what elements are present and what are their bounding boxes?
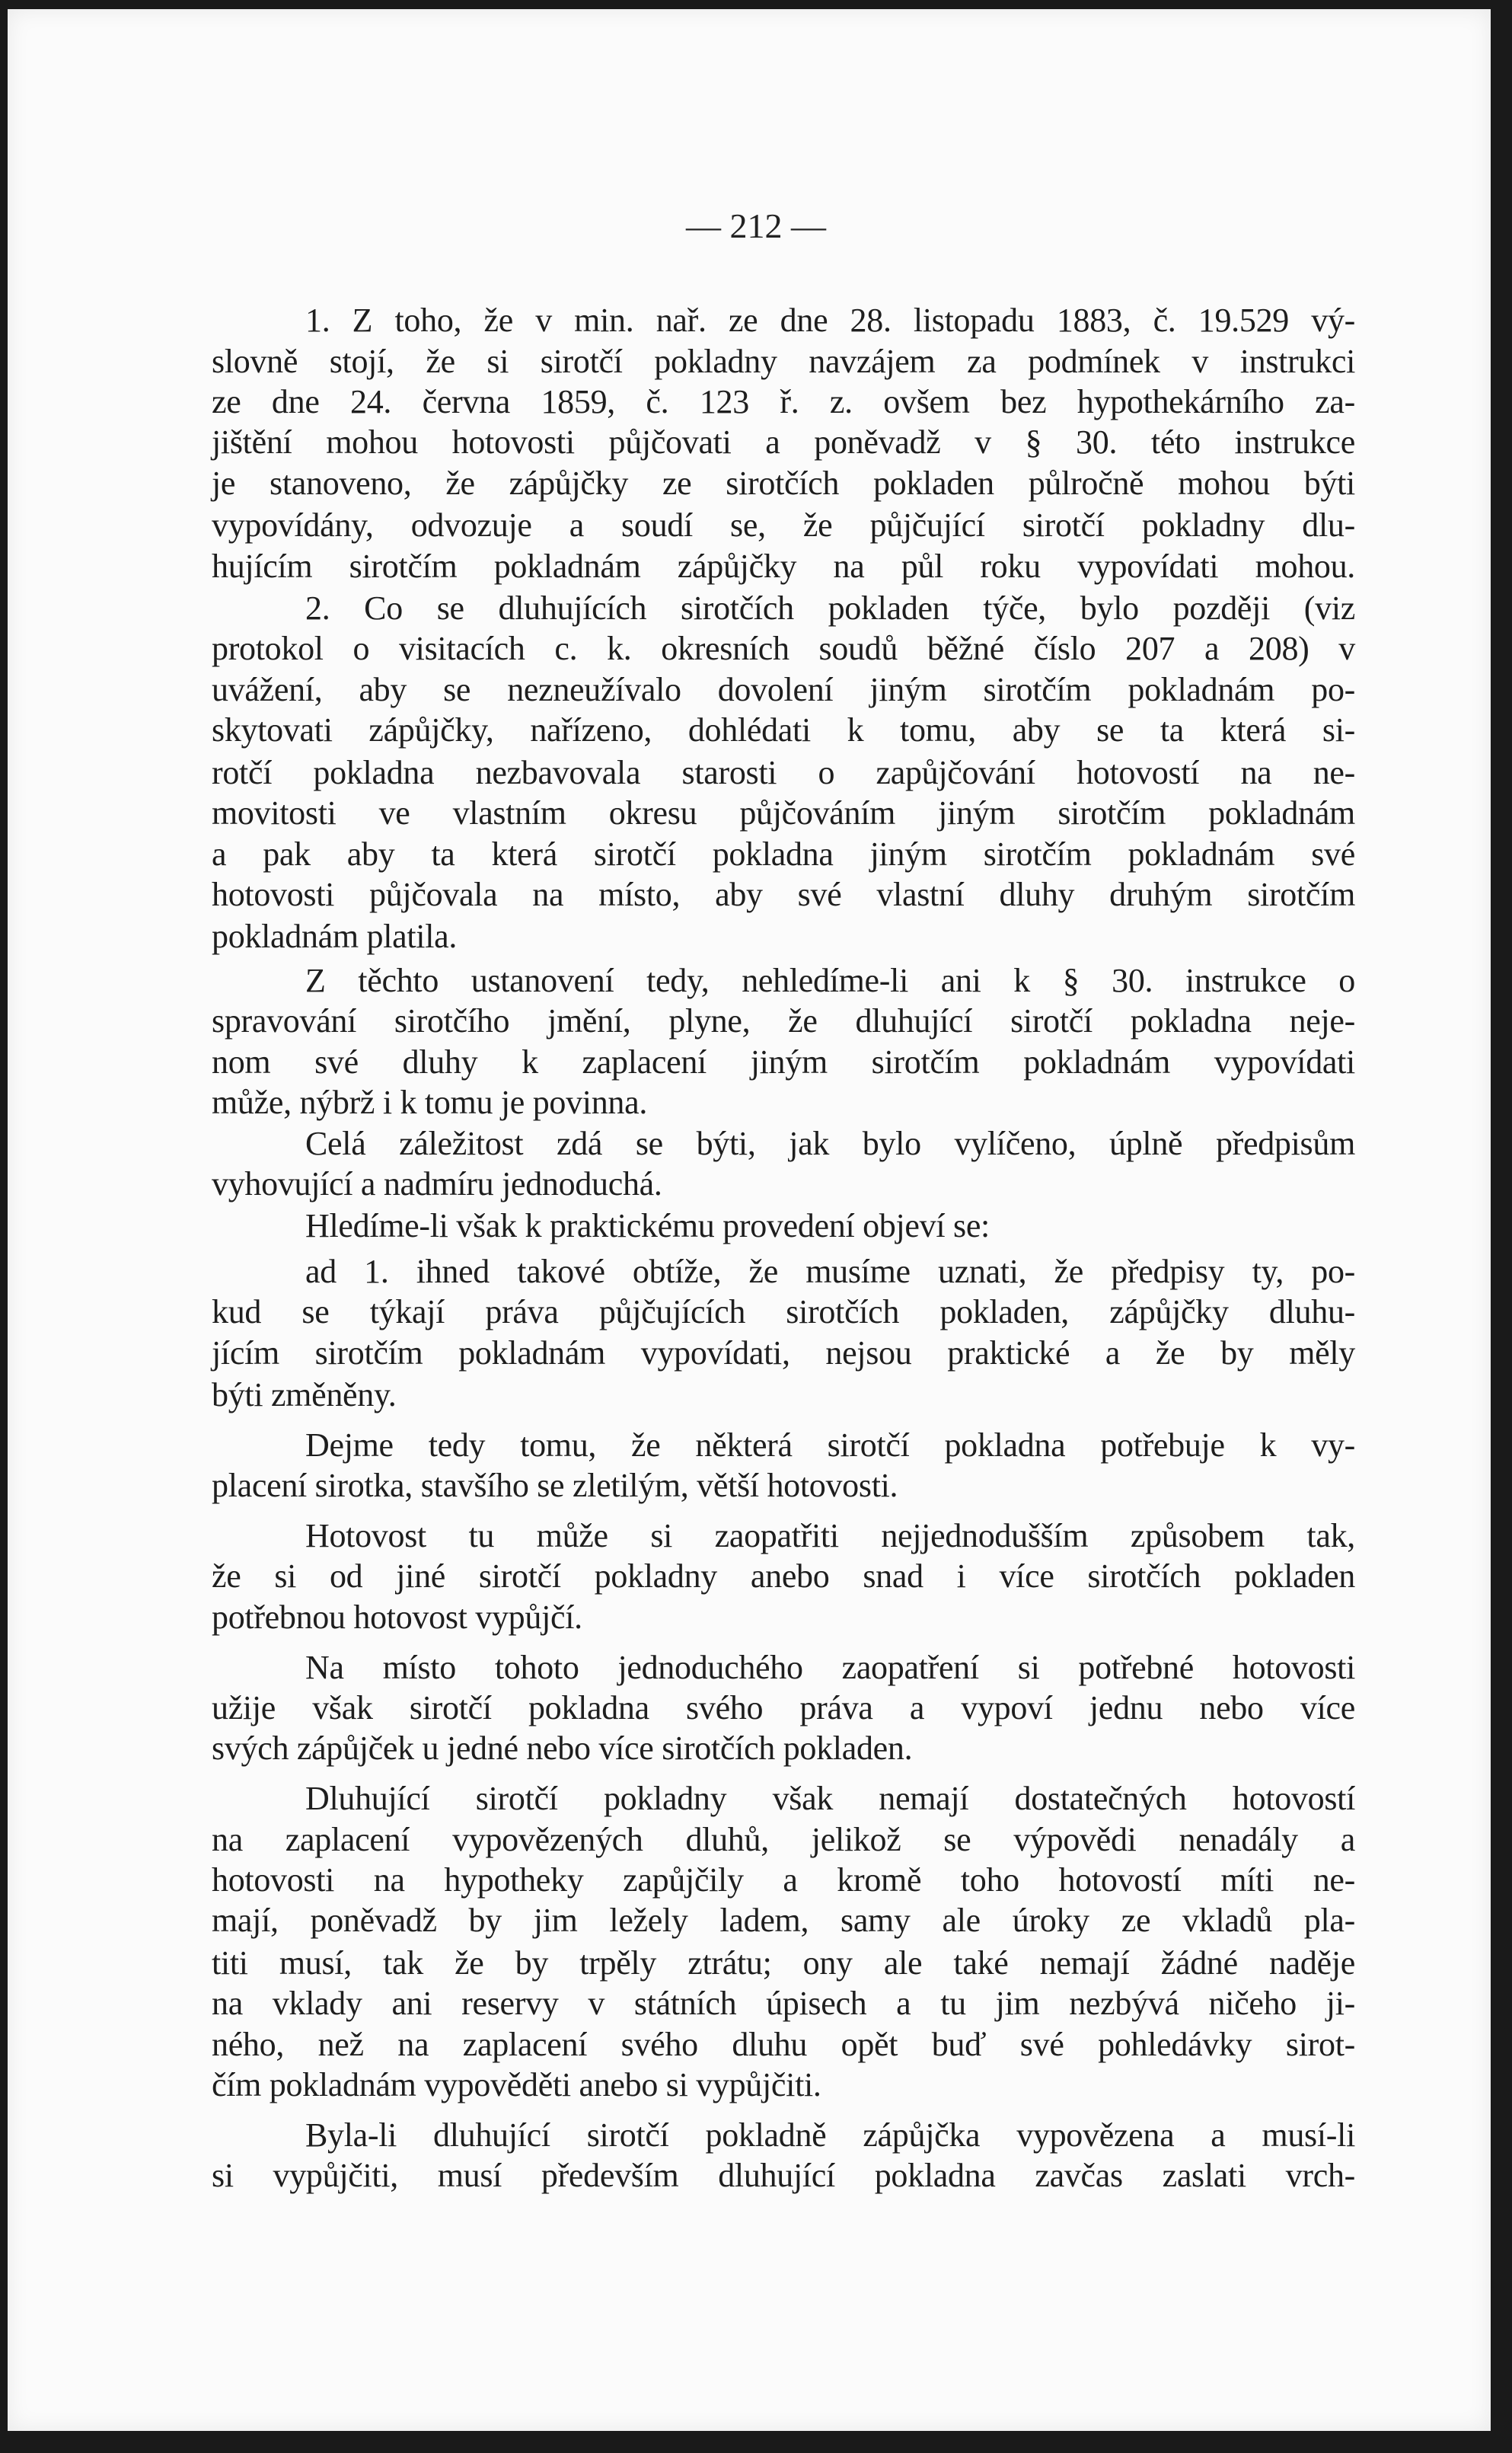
text-line: Byla-li dluhující sirotčí pokladně zápůjčka vypovězena a musí-li <box>305 2116 1355 2154</box>
text-line: hotovosti na hypotheky zapůjčily a kromě toho hotovostí míti ne- <box>212 1861 1355 1899</box>
text-line: Dluhující sirotčí pokladny však nemají dostatečných hotovostí <box>305 1780 1355 1817</box>
text-line: protokol o visitacích c. k. okresních soudů běžné číslo 207 a 208) v <box>212 630 1355 667</box>
text-line: jištění mohou hotovosti půjčovati a poněvadž v § 30. této instrukce <box>212 423 1355 461</box>
text-line: Dejme tedy tomu, že některá sirotčí pokladna potřebuje k vy- <box>305 1426 1355 1464</box>
text-line: Hotovost tu může si zaopatřiti nejjednodušším způsobem tak, <box>305 1517 1355 1554</box>
text-line: jícím sirotčím pokladnám vypovídati, nejsou praktické a že by měly <box>212 1334 1355 1372</box>
text-line: rotčí pokladna nezbavovala starosti o zapůjčování hotovostí na ne- <box>212 754 1355 791</box>
page-number: — 212 — <box>686 206 826 245</box>
text-line: vypovídány, odvozuje a soudí se, že půjčující sirotčí pokladny dlu- <box>212 506 1355 544</box>
text-line: movitosti ve vlastním okresu půjčováním jiným sirotčím pokladnám <box>212 794 1355 832</box>
text-line: je stanoveno, že zápůjčky ze sirotčích pokladen půlročně mohou býti <box>212 465 1355 502</box>
text-line: a pak aby ta která sirotčí pokladna jiným sirotčím pokladnám své <box>212 835 1355 873</box>
text-line: Hledíme-li však k praktickému provedení objeví se: <box>305 1207 990 1244</box>
text-line: užije však sirotčí pokladna svého práva a vypoví jednu nebo více <box>212 1689 1355 1726</box>
text-line: placení sirotka, stavšího se zletilým, větší hotovosti. <box>212 1467 898 1504</box>
text-line: 1. Z toho, že v min. nař. ze dne 28. listopadu 1883, č. 19.529 vý- <box>305 302 1355 339</box>
text-line: pokladnám platila. <box>212 918 458 955</box>
text-line: Z těchto ustanovení tedy, nehledíme-li ani k § 30. instrukce o <box>305 962 1355 999</box>
text-line: potřebnou hotovost vypůjčí. <box>212 1599 582 1636</box>
text-line: ad 1. ihned takové obtíže, že musíme uznati, že předpisy ty, po- <box>305 1253 1355 1290</box>
text-line: ného, než na zaplacení svého dluhu opět buď své pohledávky sirot- <box>212 2026 1355 2063</box>
text-line: vyhovující a nadmíru jednoduchá. <box>212 1165 662 1203</box>
text-line: 2. Co se dluhujících sirotčích pokladen týče, bylo později (viz <box>305 589 1355 627</box>
text-line: Na místo tohoto jednoduchého zaopatření si potřebné hotovosti <box>305 1649 1355 1686</box>
text-line: titi musí, tak že by trpěly ztrátu; ony ale také nemají žádné naděje <box>212 1944 1355 1982</box>
text-line: svých zápůjček u jedné nebo více sirotčích pokladen. <box>212 1730 913 1767</box>
text-line: hotovosti půjčovala na místo, aby své vlastní dluhy druhým sirotčím <box>212 876 1355 913</box>
text-line: slovně stojí, že si sirotčí pokladny navzájem za podmínek v instrukci <box>212 343 1355 380</box>
text-line: nom své dluhy k zaplacení jiným sirotčím pokladnám vypovídati <box>212 1043 1355 1081</box>
text-line: že si od jiné sirotčí pokladny anebo snad i více sirotčích pokladen <box>212 1557 1355 1595</box>
text-line: ze dne 24. června 1859, č. 123 ř. z. ovšem bez hypothekárního za- <box>212 383 1355 420</box>
text-line: skytovati zápůjčky, nařízeno, dohlédati k tomu, aby se ta která si- <box>212 711 1355 749</box>
text-line: si vypůjčiti, musí především dluhující pokladna zavčas zaslati vrch- <box>212 2157 1355 2194</box>
text-line: může, nýbrž i k tomu je povinna. <box>212 1084 648 1121</box>
text-line: kud se týkají práva půjčujících sirotčích pokladen, zápůjčky dluhu- <box>212 1293 1355 1330</box>
text-line: uvážení, aby se nezneužívalo dovolení jiným sirotčím pokladnám po- <box>212 671 1355 708</box>
text-line: Celá záležitost zdá se býti, jak bylo vylíčeno, úplně předpisům <box>305 1125 1355 1162</box>
text-line: býti změněny. <box>212 1376 397 1413</box>
text-line: na zaplacení vypovězených dluhů, jelikož se výpovědi nenadály a <box>212 1821 1355 1858</box>
text-line: mají, poněvadž by jim ležely ladem, samy ale úroky ze vkladů pla- <box>212 1902 1355 1939</box>
text-line: čím pokladnám vypověděti anebo si vypůjčiti. <box>212 2066 821 2103</box>
text-line: hujícím sirotčím pokladnám zápůjčky na půl roku vypovídati mohou. <box>212 548 1355 585</box>
text-line: spravování sirotčího jmění, plyne, že dluhující sirotčí pokladna neje- <box>212 1002 1355 1040</box>
text-line: na vklady ani reservy v státních úpisech a tu jim nezbývá ničeho ji- <box>212 1985 1355 2022</box>
